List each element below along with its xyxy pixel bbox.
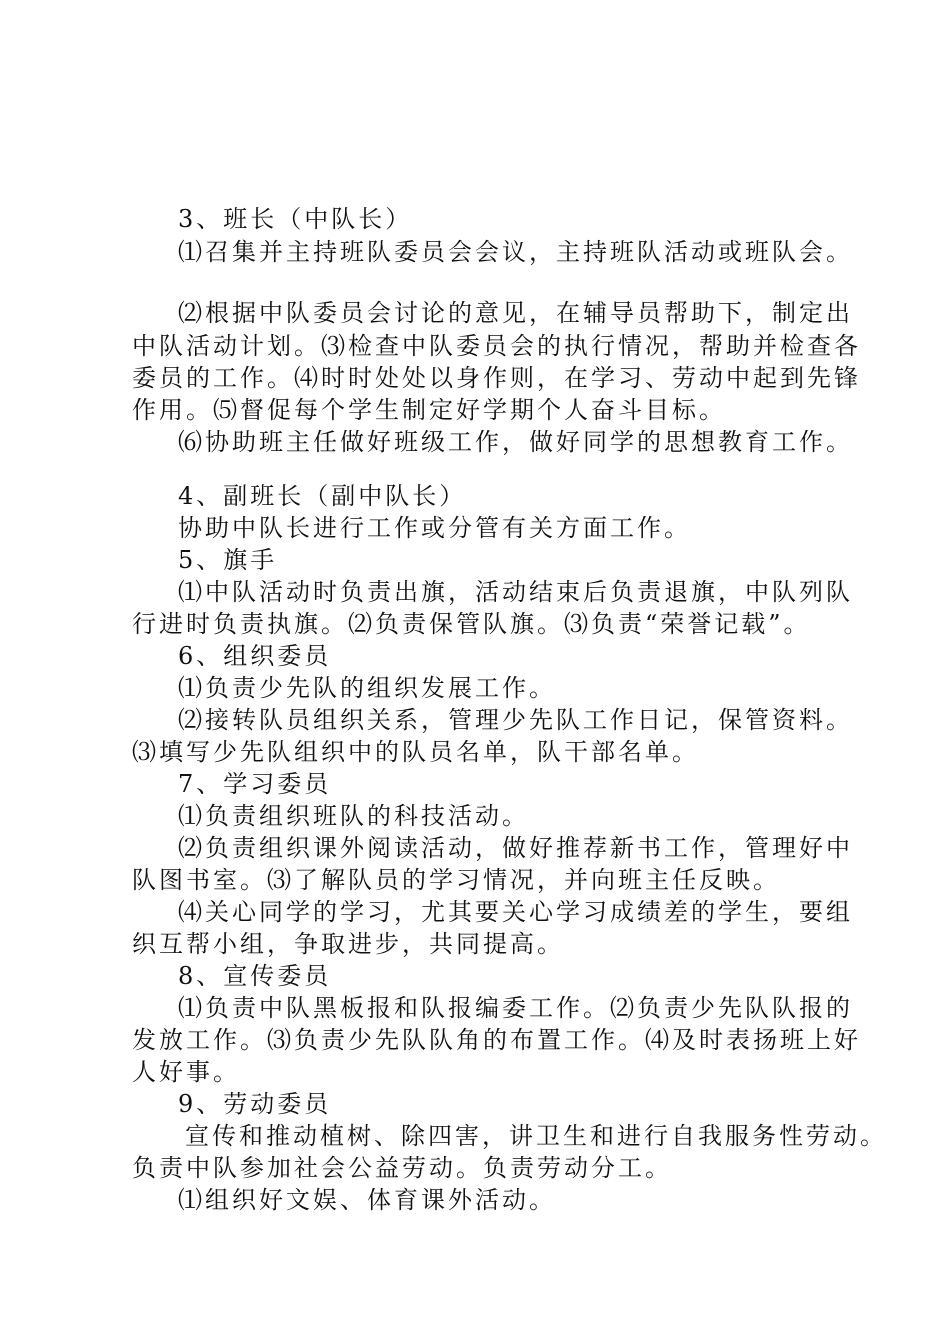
paragraph-line: 织互帮小组，争取进步，共同提高。 bbox=[132, 930, 564, 958]
paragraph-line: ⑴召集并主持班队委员会会议，主持班队活动或班队会。 bbox=[178, 238, 853, 266]
section-heading-study: 7、学习委员 bbox=[178, 770, 332, 798]
paragraph-line: ⑴负责少先队的组织发展工作。 bbox=[178, 674, 556, 702]
paragraph-line: 队图书室。⑶了解队员的学习情况，并向班主任反映。 bbox=[132, 866, 780, 894]
paragraph-line: 负责中队参加社会公益劳动。负责劳动分工。 bbox=[132, 1154, 672, 1182]
section-heading-monitor: 3、班长（中队长） bbox=[178, 205, 413, 233]
paragraph-line: 人好事。 bbox=[132, 1058, 240, 1086]
section-heading-vice-monitor: 4、副班长（副中队长） bbox=[178, 482, 467, 510]
paragraph-line: ⑴负责组织班队的科技活动。 bbox=[178, 802, 529, 830]
paragraph-line: ⑵根据中队委员会讨论的意见，在辅导员帮助下，制定出 bbox=[178, 299, 853, 327]
paragraph-line: ⑵负责组织课外阅读活动，做好推荐新书工作，管理好中 bbox=[178, 834, 853, 862]
paragraph-line: 宣传和推动植树、除四害，讲卫生和进行自我服务性劳动。 bbox=[185, 1122, 887, 1150]
section-heading-labor: 9、劳动委员 bbox=[178, 1090, 332, 1118]
section-heading-publicity: 8、宣传委员 bbox=[178, 962, 332, 990]
paragraph-line: ⑹协助班主任做好班级工作，做好同学的思想教育工作。 bbox=[178, 428, 853, 456]
paragraph-line: ⑵接转队员组织关系，管理少先队工作日记，保管资料。 bbox=[178, 706, 853, 734]
paragraph-line: 中队活动计划。⑶检查中队委员会的执行情况，帮助并检查各 bbox=[132, 332, 861, 360]
paragraph-line: 委员的工作。⑷时时处处以身作则，在学习、劳动中起到先锋 bbox=[132, 364, 861, 392]
paragraph-line: 行进时负责执旗。⑵负责保管队旗。⑶负责“荣誉记载”。 bbox=[132, 610, 811, 638]
paragraph-line: ⑷关心同学的学习，尤其要关心学习成绩差的学生，要组 bbox=[178, 898, 853, 926]
section-heading-flag-bearer: 5、旗手 bbox=[178, 546, 278, 574]
paragraph-line: ⑶填写少先队组织中的队员名单，队干部名单。 bbox=[132, 738, 699, 766]
paragraph-line: ⑴负责中队黑板报和队报编委工作。⑵负责少先队队报的 bbox=[178, 994, 853, 1022]
paragraph-line: 发放工作。⑶负责少先队队角的布置工作。⑷及时表扬班上好 bbox=[132, 1026, 861, 1054]
paragraph-line: 协助中队长进行工作或分管有关方面工作。 bbox=[178, 514, 691, 542]
paragraph-line: ⑴组织好文娱、体育课外活动。 bbox=[178, 1186, 556, 1214]
paragraph-line: 作用。⑸督促每个学生制定好学期个人奋斗目标。 bbox=[132, 396, 726, 424]
section-heading-organization: 6、组织委员 bbox=[178, 642, 332, 670]
paragraph-line: ⑴中队活动时负责出旗，活动结束后负责退旗，中队列队 bbox=[178, 578, 853, 606]
